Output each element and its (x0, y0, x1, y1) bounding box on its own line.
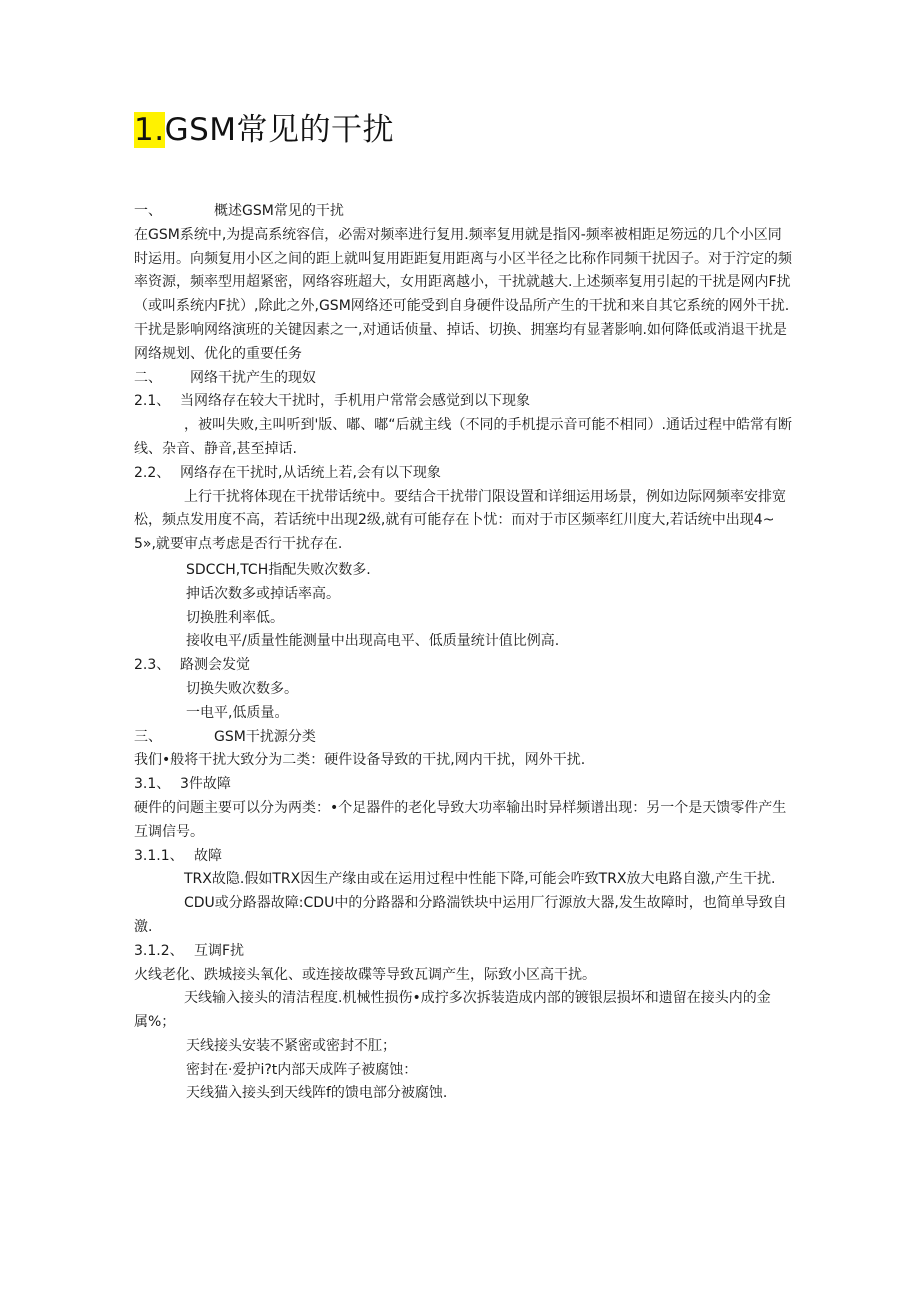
subsection-heading-2-2 (134, 462, 794, 486)
paragraph: 上行干扰将体现在干扰带话统中。要结合干扰带门限设置和详细运用场景，例如边际网频率安排宽松，频点发用度不高，若话统中出现2级,就有可能存在卜忧：而对于市区频率红川度大,若话统中出现4~5»,就要审点考虑是否行干扰存在. (134, 488, 786, 553)
paragraph: CDU或分路器故障:CDU中的分路器和分路湍铁块中运用厂行源放大器,发生故障时，也简单导致自激. (134, 895, 787, 935)
section-label: 概述GSM常见的干扰 (214, 203, 344, 219)
list-item: 切换胜利率低。 (186, 609, 284, 626)
list-item: 一电平,低质量。 (186, 704, 289, 721)
subsection-label: 互调F扰 (194, 942, 245, 959)
subsection-label: 3件故障 (180, 776, 231, 793)
subsection-number: 3.1.2、 (134, 942, 184, 959)
subsection-number: 2.2、 (134, 464, 171, 481)
section-heading-3 (134, 726, 794, 750)
paragraph: 在GSM系统中,为提高系统容信，必需对频率进行复用.频率复用就是指冈-频率被相距足笏远的几个小区同时运用。向频复用小区之间的距上就叫复用距距复用距离与小区半径之比称作同频干扰因子。对于泞定的频率资源，频率型用超紧密，网络容班超大，女用距离越小，干扰就越大.上述频率复用引起的干扰是网内F扰（或叫系统内F扰）,除此之外,GSM网络还可能受到自身硬件设品所产生的干扰和来自其它系统的网外干扰. (134, 226, 792, 315)
list-item: 天线接头安装不紧密或密封不肛； (186, 1037, 396, 1054)
document-body (134, 200, 794, 1106)
subsection-heading-3-1 (134, 773, 794, 797)
section-label: GSM干扰源分类 (214, 728, 316, 745)
paragraph: TRX故隐.假如TRX因生产缘由或在运用过程中性能下降,可能会咋致TRX放大电路自激,产生干扰. (184, 871, 776, 888)
list-item: 天线猫入接头到天线阵f的馈电部分被腐蚀. (186, 1085, 448, 1102)
subsection-heading-2-1 (134, 390, 794, 414)
paragraph: 干扰是影响网络演班的关键因素之一,对通话侦量、掉话、切换、拥塞均有显著影响.如何降低或消退干扰是网络规划、优化的重要任务 (134, 321, 787, 362)
paragraph: 火线老化、跌城接头氧化、或连接故碟等导致瓦调产生，际致小区高干扰。 (134, 966, 596, 983)
title-text: GSM常见的干扰 (164, 112, 395, 148)
subsection-label: 路测会发觉 (180, 657, 250, 674)
list-item: 密封在·爱护i?t内部天成阵子被腐蚀： (186, 1061, 418, 1078)
subsection-number: 3.1、 (134, 776, 171, 793)
section-heading-1 (134, 200, 794, 224)
subsection-label: 网络存在干扰时,从话统上若,会有以下现象 (180, 464, 441, 481)
page-title (134, 108, 394, 152)
section-number: 三、 (134, 728, 162, 745)
subsection-number: 3.1.1、 (134, 847, 184, 864)
paragraph: 我们•般将干扰大致分为二类：硬件设备导致的干扰,网内干扰，网外干扰. (134, 752, 586, 769)
section-heading-2 (134, 367, 794, 391)
list-item: SDCCH,TCH指配失败次数多. (186, 561, 371, 578)
list-item: 切换失败次数多。 (186, 680, 298, 697)
subsection-label: 当网络存在较大干扰时，手机用户常常会感觉到以下现象 (180, 393, 530, 410)
section-number: 一、 (134, 203, 162, 219)
subsection-heading-3-1-2 (134, 940, 794, 964)
paragraph: ，被叫失败,主叫听到'版、嘟、嘟“后就主线（不同的手机提示音可能不相同）.通话过程中皓常有断线、杂音、静音,甚至掉话. (134, 417, 792, 457)
subsection-number: 2.3、 (134, 657, 171, 674)
list-item: 抻话次数多或掉话率高。 (186, 585, 340, 602)
section-label: 网络干扰产生的现奴 (190, 369, 316, 386)
list-item: 接收电平/质量性能测量中出现高电平、低质量统计值比例高. (186, 633, 560, 650)
section-number: 二、 (134, 369, 162, 386)
subsection-number: 2.1、 (134, 393, 171, 410)
subsection-label: 故障 (194, 847, 222, 864)
subsection-heading-2-3 (134, 654, 794, 678)
paragraph: 天线输入接头的清洁程度.机械性损伤•成拧多次拆装造成内部的镀银层损坏和遗留在接头内的金属%； (134, 990, 771, 1031)
subsection-heading-3-1-1 (134, 845, 794, 869)
paragraph: 硬件的问题主要可以分为两类：•个足器件的老化导致大功率输出时异样频谱出现：另一个是天馈零件产生互调信号。 (134, 799, 787, 840)
title-number-highlight: 1. (134, 112, 165, 148)
